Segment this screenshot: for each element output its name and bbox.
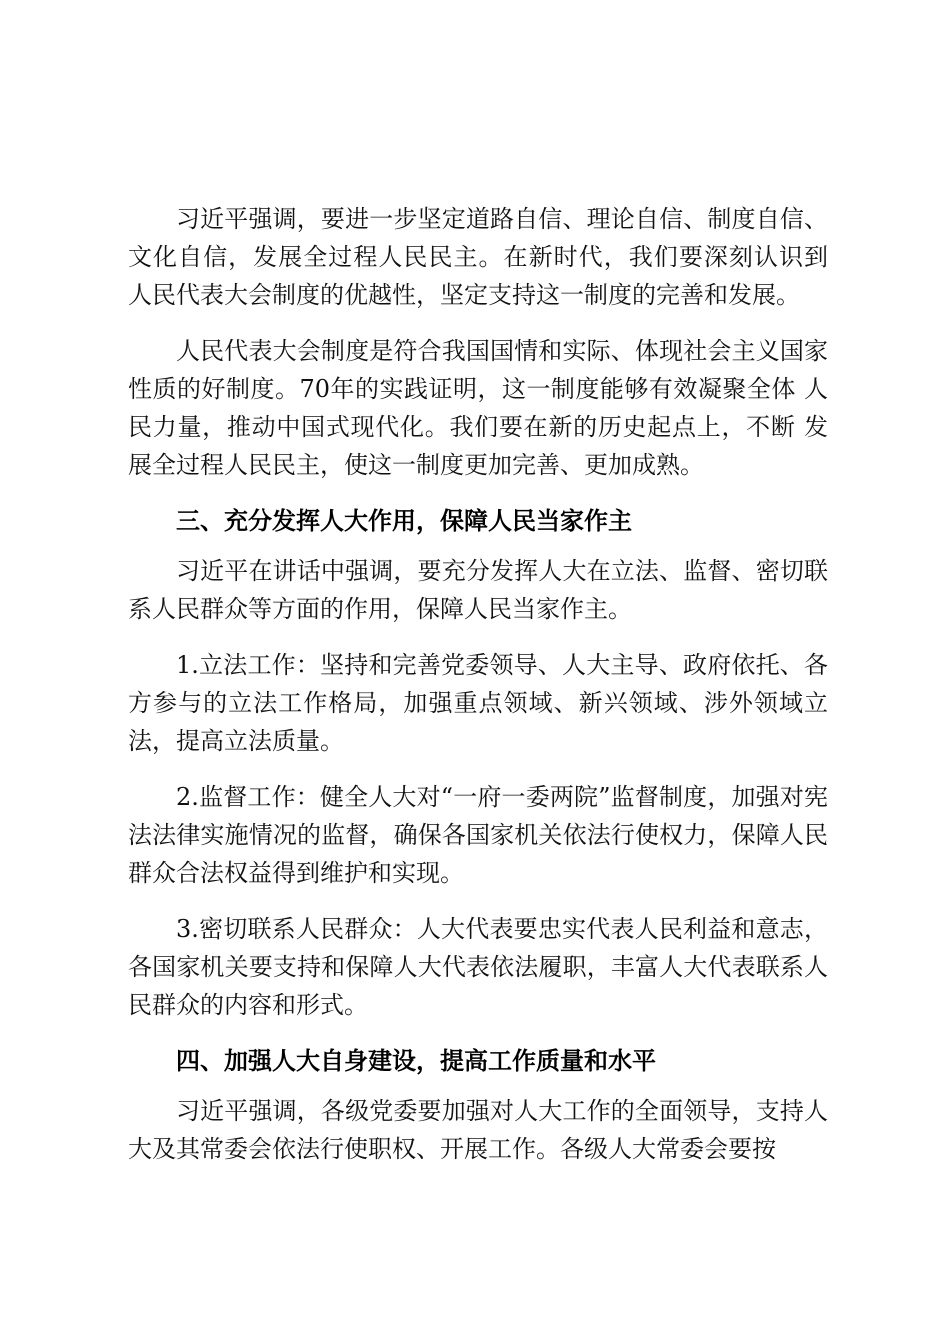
section-4-heading: 四、加强人大自身建设，提高工作质量和水平: [176, 1047, 656, 1075]
section-4-intro: 习近平强调，各级党委要加强对人大工作的全面领导，支持人大及其常委会依法行使职权、开展工作。各级人大常委会要按: [128, 1097, 828, 1163]
paragraph-confidence: 习近平强调，要进一步坚定道路自信、理论自信、制度自信、 文化自信，发展全过程人民民主。在新时代，我们要深刻认识到 人民代表大会制度的优越性，坚定支持这一制度的完善和发展。: [128, 205, 828, 309]
document-body: [128, 200, 828, 1186]
section-3-heading: 三、充分发挥人大作用，保障人民当家作主: [176, 507, 632, 535]
paragraph-system: 人民代表大会制度是符合我国国情和实际、体现社会主义国家性质的好制度。70年的实践证明，这一制度能够有效凝聚全体 人民力量，推动中国式现代化。我们要在新的历史起点上，不断 发展全过程人民民主，使这一制度更加完善、更加成熟。: [128, 337, 828, 479]
section-3-item-supervision: 2.监督工作：健全人大对“一府一委两院”监督制度，加强对宪法法律实施情况的监督，确保各国家机关依法行使权力，保障人民群众合法权益得到维护和实现。: [128, 783, 828, 887]
section-3-item-contact: 3.密切联系人民群众：人大代表要忠实代表人民利益和意志，各国家机关要支持和保障人大代表依法履职，丰富人大代表联系人民群众的内容和形式。: [128, 915, 828, 1019]
section-3-intro: 习近平在讲话中强调，要充分发挥人大在立法、监督、密切联系人民群众等方面的作用，保障人民当家作主。: [128, 557, 828, 623]
section-3-item-legislation: 1.立法工作：坚持和完善党委领导、人大主导、政府依托、各方参与的立法工作格局，加强重点领域、新兴领域、涉外领域立法，提高立法质量。: [128, 651, 828, 755]
